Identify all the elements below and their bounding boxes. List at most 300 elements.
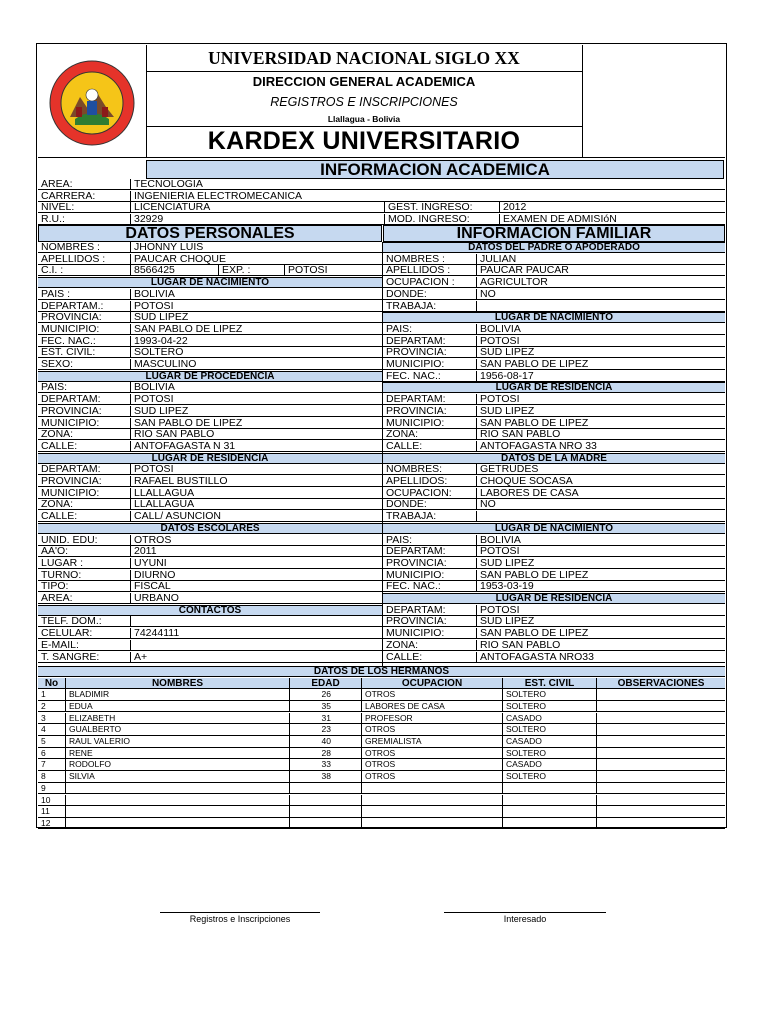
residence-place-row-label: DEPARTAM: [41,464,101,476]
residence-place-row-label: CALLE: [41,511,78,523]
sibling-no: 7 [41,759,46,770]
sibling-name: ELIZABETH [65,713,289,725]
mother-birth-row-value: SUD LIPEZ [476,558,725,569]
contacts-row-label: TELF. DOM.: [41,616,102,628]
logo-box [38,45,147,157]
sibling-occ [361,783,502,795]
mother-data-title: DATOS DE LA MADRE [383,453,725,464]
mother-data-row-label: NOMBRES: [386,464,443,476]
origin-place-row-label: DEPARTAM: [41,394,101,406]
origin-place-title: LUGAR DE PROCEDENCIA [38,371,382,382]
academic-row [38,202,725,213]
father-residence-row-label: MUNICIPIO: [386,417,445,429]
sibling-civil: CASADO [502,713,596,725]
mother-residence-row-label: PROVINCIA: [386,616,447,628]
sibling-no: 11 [41,806,50,817]
sibling-obs [596,806,725,818]
table-row [38,818,725,830]
sibling-no: 1 [41,689,46,700]
father-birth-row [383,371,725,382]
table-row [38,771,725,783]
birth-place-title: LUGAR DE NACIMIENTO [38,277,382,288]
father-birth-row-label: MUNICIPIO: [386,359,445,370]
mother-birth-row-label: PAIS: [386,534,413,546]
school-data-row-label: TIPO: [41,581,69,593]
birth-place-row-label: SEXO: [41,359,74,370]
siblings-col-age: EDAD [289,678,361,690]
contacts-row-label: E-MAIL: [41,639,79,651]
personal-section-title: DATOS PERSONALES [38,225,382,242]
father-birth-row [383,336,725,347]
academic-mod-label: MOD. INGRESO: [384,214,499,225]
contacts-row-label: T. SANGRE: [41,651,100,663]
sibling-age: 38 [289,771,361,783]
birth-place-row [38,336,382,347]
origin-place-row [38,429,382,440]
father-data-title: DATOS DEL PADRE O APODERADO [383,242,725,253]
personal-apellidos [38,254,382,265]
sibling-name [65,795,289,807]
father-data-row-value: PAUCAR PAUCAR [476,265,725,276]
origin-place-row-label: PROVINCIA: [41,405,102,417]
sibling-no: 6 [41,747,46,758]
university-name: UNIVERSIDAD NACIONAL SIGLO XX [208,48,520,68]
father-residence-row [383,418,725,429]
school-data-row-label: UNID. EDU: [41,534,98,546]
mother-data-row-label: DONDE: [386,499,427,511]
father-birth-row-value: SAN PABLO DE LIPEZ [476,359,725,370]
birth-place-row-value: MASCULINO [130,359,382,370]
father-data-row-value: NO [476,289,725,300]
mother-residence-row [383,652,725,663]
contacts-row [38,640,382,651]
father-birth-row [383,347,725,358]
school-data-row [38,558,382,569]
personal-ci [38,265,382,276]
sibling-civil [502,806,596,818]
birth-place-row [38,289,382,300]
residence-place-row-value: LLALLAGUA [130,488,382,499]
sibling-age: 33 [289,759,361,771]
sibling-obs [596,736,725,748]
sibling-civil [502,795,596,807]
mother-residence-row-value: SUD LIPEZ [476,616,725,627]
mother-residence-row-label: ZONA: [386,639,419,651]
mother-birth-row-label: DEPARTAM: [386,546,446,558]
sibling-name: GUALBERTO [65,724,289,736]
siblings-col-occ: OCUPACION [361,678,502,690]
sibling-name [65,818,289,830]
personal-ci-value: 8566425 [130,265,218,276]
origin-place-row-value: SAN PABLO DE LIPEZ [130,418,382,429]
mother-birth-row-label: PROVINCIA: [386,557,447,569]
sibling-age: 28 [289,748,361,760]
personal-nombres-value: JHONNY LUIS [130,242,382,253]
father-data-row-label: TRABAJA: [386,300,437,312]
residence-place-title: LUGAR DE RESIDENCIA [38,453,382,464]
location: Llallagua - Bolivia [327,114,401,124]
father-data-row-label: DONDE: [386,288,427,300]
sibling-obs [596,713,725,725]
personal-nombres [38,242,382,253]
mother-birth-row-value: 1953-03-19 [476,581,725,592]
sibling-occ: OTROS [361,759,502,771]
sibling-obs [596,818,725,830]
photo-box [582,45,726,157]
mother-birth-row [383,558,725,569]
origin-place-row [38,394,382,405]
sibling-obs [596,701,725,713]
residence-place-row [38,488,382,499]
school-data-row [38,593,382,604]
kardex-title: KARDEX UNIVERSITARIO [207,127,521,155]
residence-place-row [38,476,382,487]
sibling-age [289,783,361,795]
father-birth-row [383,359,725,370]
mother-residence-row [383,616,725,627]
mother-residence-row [383,628,725,639]
mother-residence-row-label: CALLE: [386,651,423,663]
residence-place-row-value: RAFAEL BUSTILLO [130,476,382,487]
table-row [38,701,725,713]
mother-birth-row-label: MUNICIPIO: [386,569,445,581]
registry-title: REGISTROS E INSCRIPCIONES [270,95,458,109]
father-data-row-value: AGRICULTOR [476,277,725,288]
academic-section-title: INFORMACION ACADEMICA [146,160,724,179]
birth-place-row [38,301,382,312]
sibling-civil: SOLTERO [502,748,596,760]
table-row [38,748,725,760]
mother-residence-row-value: ANTOFAGASTA NRO33 [476,652,725,663]
father-birth-row-value: BOLIVIA [476,324,725,335]
sibling-civil: SOLTERO [502,724,596,736]
exp-label: EXP. : [218,265,284,276]
table-row [38,724,725,736]
mother-birth-row [383,570,725,581]
academic-level: LICENCIATURA [130,202,384,213]
mother-residence-row [383,640,725,651]
father-residence-row-value: ANTOFAGASTA NRO 33 [476,441,725,452]
sibling-civil [502,818,596,830]
school-data-row-label: AÃ'O: [41,546,69,558]
origin-place-row-value: BOLIVIA [130,382,382,393]
family-section-title: INFORMACION FAMILIAR [383,225,725,242]
table-row [38,806,725,818]
mother-birth-row [383,546,725,557]
sibling-no: 9 [41,782,46,793]
personal-apellidos-value: PAUCAR CHOQUE [130,254,382,265]
academic-row [38,214,725,225]
signature-label-registry: Registros e Inscripciones [189,914,291,924]
residence-place-row-label: PROVINCIA: [41,476,102,487]
mother-residence-row [383,605,725,616]
father-data-row [383,301,725,312]
sibling-occ: OTROS [361,771,502,783]
sibling-age [289,806,361,818]
table-row [38,795,725,807]
sibling-occ: OTROS [361,748,502,760]
mother-birth-row-value: BOLIVIA [476,535,725,546]
sibling-name [65,806,289,818]
academic-gest-label: GEST. INGRESO: [384,202,499,213]
birth-place-row-value: BOLIVIA [130,289,382,300]
mother-data-row [383,488,725,499]
school-data-row-value: FISCAL [130,581,382,592]
birth-place-row [38,324,382,335]
personal-nombres-label: NOMBRES : [41,242,100,253]
mother-birth-row-value: SAN PABLO DE LIPEZ [476,570,725,581]
contacts-row [38,628,382,639]
mother-data-row-value: GETRUDES [476,464,725,475]
father-data-row-label: OCUPACION : [386,277,455,289]
sibling-name: BLADIMIR [65,689,289,701]
personal-ci-label: C.I. : [41,265,64,277]
sibling-age: 40 [289,736,361,748]
mother-data-row-value [476,511,725,522]
residence-place-row [38,464,382,475]
father-residence-row [383,394,725,405]
contacts-title: CONTACTOS [38,605,382,616]
father-birth-row-label: PAIS: [386,323,413,335]
sibling-civil: CASADO [502,736,596,748]
column-divider [382,242,383,666]
signature-line-registry [160,912,320,913]
contacts-row-value [130,640,382,651]
origin-place-row [38,441,382,452]
residence-place-row [38,511,382,522]
siblings-title: DATOS DE LOS HERMANOS [38,666,725,677]
table-row [38,759,725,771]
contacts-row [38,616,382,627]
mother-data-row-label: OCUPACION: [386,487,452,499]
birth-place-row-label: EST. CIVIL: [41,347,96,359]
school-data-row-value: UYUNI [130,558,382,569]
sibling-occ: OTROS [361,724,502,736]
father-birth-row-label: FEC. NAC.: [386,370,441,382]
siblings-col-name: NOMBRES [65,678,289,690]
residence-place-row-value: POTOSI [130,464,382,475]
siblings-col-civil: EST. CIVIL [502,678,596,690]
birth-place-row-label: PAIS : [41,288,70,300]
mother-data-row-label: TRABAJA: [386,511,437,523]
sibling-civil: SOLTERO [502,689,596,701]
academic-level-label: NIVEL: [41,202,75,213]
table-row [38,713,725,725]
father-birth-row-value: POTOSI [476,336,725,347]
residence-place-row-value: LLALLAGUA [130,499,382,510]
sibling-name: EDUA [65,701,289,713]
table-row [38,783,725,795]
father-residence-row [383,441,725,452]
father-data-row-value [476,301,725,312]
father-birth-row-value: 1956-08-17 [476,371,725,382]
birth-place-row-label: PROVINCIA: [41,312,102,324]
sibling-age: 35 [289,701,361,713]
contacts-row-value [130,616,382,627]
sibling-occ: OTROS [361,689,502,701]
origin-place-row-value: POTOSI [130,394,382,405]
table-row [38,736,725,748]
academic-career: INGENIERIA ELECTROMECANICA [130,191,726,202]
sibling-occ: PROFESOR [361,713,502,725]
father-birth-row-value: SUD LIPEZ [476,347,725,358]
mother-residence-title: LUGAR DE RESIDENCIA [383,593,725,604]
father-birth-row-label: PROVINCIA: [386,347,447,359]
mother-data-row-value: NO [476,499,725,510]
birth-place-row-value: POTOSI [130,301,382,312]
sibling-no: 5 [41,736,46,746]
mother-residence-row-value: SAN PABLO DE LIPEZ [476,628,725,639]
birth-place-row-value: 1993-04-22 [130,336,382,347]
father-residence-title: LUGAR DE RESIDENCIA [383,382,725,393]
sibling-no: 3 [41,712,46,723]
sibling-obs [596,783,725,795]
school-data-row-value: 2011 [130,546,382,557]
birth-place-row-value: SAN PABLO DE LIPEZ [130,324,382,335]
residence-place-row-label: MUNICIPIO: [41,487,100,499]
father-residence-row-label: CALLE: [386,440,423,452]
father-data-row [383,289,725,300]
father-residence-row-value: SAN PABLO DE LIPEZ [476,418,725,429]
contacts-row [38,652,382,663]
sibling-obs [596,689,725,701]
sibling-civil: CASADO [502,759,596,771]
siblings-header-row [38,678,725,690]
academic-row [38,191,725,202]
school-data-row [38,546,382,557]
sibling-occ [361,806,502,818]
sibling-civil [502,783,596,795]
university-seal-logo [40,47,144,155]
origin-place-row-label: ZONA: [41,429,74,441]
mother-data-row [383,464,725,475]
origin-place-row-label: CALLE: [41,440,78,452]
mother-birth-row-label: FEC. NAC.: [386,581,441,593]
origin-place-row [38,418,382,429]
sibling-no: 12 [41,817,51,828]
contacts-row-label: CELULAR: [41,628,93,640]
sibling-no: 8 [41,771,46,782]
mother-data-row [383,499,725,510]
sibling-name: SILVIA [65,771,289,783]
sibling-occ: LABORES DE CASA [361,701,502,713]
table-row [38,689,725,701]
origin-place-row-value: SUD LIPEZ [130,406,382,417]
school-data-row-label: AREA: [41,593,73,604]
exp-value: POTOSI [284,265,382,276]
origin-place-row [38,382,382,393]
father-data-row-label: APELLIDOS : [386,265,451,277]
academic-mod: EXAMEN DE ADMISIóN [499,214,726,225]
school-data-title: DATOS ESCOLARES [38,523,382,534]
birth-place-row-value: SOLTERO [130,347,382,358]
mother-birth-row-value: POTOSI [476,546,725,557]
origin-place-row-value: RIO SAN PABLO [130,429,382,440]
mother-residence-row-label: MUNICIPIO: [386,628,445,640]
sibling-obs [596,795,725,807]
school-data-row-value: DIURNO [130,570,382,581]
father-data-row-value: JULIAN [476,254,725,265]
mother-data-row-value: LABORES DE CASA [476,488,725,499]
mother-data-row [383,476,725,487]
school-data-row [38,535,382,546]
mother-birth-row [383,581,725,592]
sibling-no: 10 [41,794,51,805]
sibling-obs [596,771,725,783]
father-birth-title: LUGAR DE NACIMIENTO [383,312,725,323]
sibling-age: 23 [289,724,361,736]
academic-ru-label: R.U.: [41,213,65,225]
sibling-no: 4 [41,724,46,735]
sibling-age [289,818,361,830]
origin-place-row-value: ANTOFAGASTA N 31 [130,441,382,452]
academic-ru: 32929 [130,214,384,225]
birth-place-row-label: DEPARTAM.: [41,300,104,312]
academic-area-label: AREA: [41,179,73,190]
residence-place-row-label: ZONA: [41,499,74,511]
signature-label-interested: Interesado [503,914,547,924]
father-data-row [383,265,725,276]
mother-residence-row-value: RIO SAN PABLO [476,640,725,651]
father-residence-row-value: RIO SAN PABLO [476,429,725,440]
mother-residence-row-value: POTOSI [476,605,725,616]
mother-residence-row-label: DEPARTAM: [386,604,446,616]
birth-place-row [38,347,382,358]
sibling-obs [596,748,725,760]
father-data-row-label: NOMBRES : [386,253,445,265]
father-birth-row-label: DEPARTAM: [386,335,446,347]
origin-place-row-label: MUNICIPIO: [41,417,100,429]
school-data-row-label: TURNO: [41,569,82,581]
father-residence-row-label: PROVINCIA: [386,405,447,417]
sibling-occ: GREMIALISTA [361,736,502,748]
academic-area: TECNOLOGIA [130,179,726,190]
father-residence-row [383,429,725,440]
sibling-obs [596,724,725,736]
birth-place-row [38,312,382,323]
mother-data-row-label: APELLIDOS: [386,476,448,487]
father-birth-row [383,324,725,335]
school-data-row-value: OTROS [130,535,382,546]
birth-place-row-label: FEC. NAC.: [41,335,96,347]
siblings-col-obs: OBSERVACIONES [596,678,725,690]
origin-place-row [38,406,382,417]
father-residence-row [383,406,725,417]
sibling-age: 31 [289,713,361,725]
school-data-row [38,581,382,592]
sibling-occ [361,818,502,830]
divider [146,71,582,72]
school-data-row-label: LUGAR : [41,557,84,569]
mother-data-row [383,511,725,522]
sibling-age [289,795,361,807]
mother-birth-row [383,535,725,546]
father-residence-row-label: ZONA: [386,429,419,441]
residence-place-row-value: CALL/ ASUNCION [130,511,382,522]
sibling-age: 26 [289,689,361,701]
contacts-row-value: 74244111 [130,628,382,639]
divider [38,157,725,158]
sibling-civil: SOLTERO [502,701,596,713]
father-data-row [383,254,725,265]
sibling-civil: SOLTERO [502,771,596,783]
academic-row [38,179,725,190]
contacts-row-value: A+ [130,652,382,663]
sibling-name [65,783,289,795]
mother-data-row-value: CHOQUE SOCASA [476,476,725,487]
personal-apellidos-label: APELLIDOS : [41,253,106,265]
mother-birth-title: LUGAR DE NACIMIENTO [383,523,725,534]
